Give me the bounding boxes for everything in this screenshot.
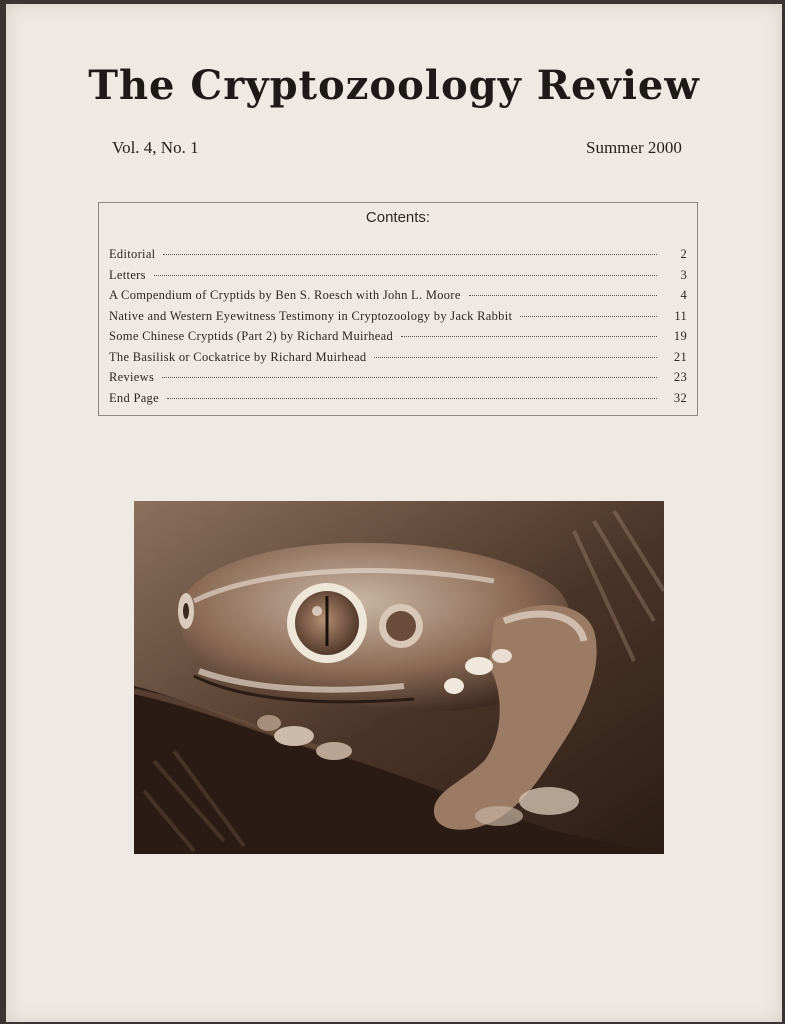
toc-entry-title: Some Chinese Cryptids (Part 2) by Richard Muirhead	[109, 329, 394, 343]
contents-list	[109, 247, 687, 411]
frog-drawing	[134, 501, 664, 854]
toc-entry	[109, 268, 687, 289]
toc-entry-title: End Page	[109, 390, 159, 405]
volume-number: Vol. 4, No. 1	[112, 138, 199, 157]
journal-title: The Cryptozoology Review	[88, 62, 700, 109]
toc-entry-page: 4	[680, 288, 687, 302]
contents-heading: Contents:	[365, 209, 431, 226]
toc-entry-page: 32	[673, 390, 687, 405]
toc-entry-page: 2	[680, 247, 687, 261]
toc-entry	[109, 370, 687, 391]
toc-entry	[109, 329, 687, 350]
leader-dots	[167, 398, 657, 399]
magazine-cover	[6, 4, 782, 1022]
toc-entry	[109, 288, 687, 309]
leader-dots	[162, 377, 657, 378]
leader-dots	[401, 336, 657, 337]
leader-dots	[154, 275, 657, 276]
toc-entry-title: Native and Western Eyewitness Testimony in Cryptozoology by Jack Rabbit	[109, 308, 513, 323]
frog-toes	[274, 726, 314, 746]
toc-entry-page: 23	[673, 370, 687, 384]
toc-entry-page: 11	[674, 308, 687, 323]
leader-dots	[163, 254, 657, 255]
toc-entry-title: Reviews	[109, 370, 155, 384]
toc-entry-title: Editorial	[109, 247, 156, 261]
toc-entry-title: Letters	[109, 267, 146, 282]
leader-dots	[469, 295, 657, 296]
toc-entry-page: 19	[673, 329, 687, 343]
issue-season: Summer 2000	[586, 138, 682, 157]
toc-entry	[109, 247, 687, 268]
toc-entry-title: A Compendium of Cryptids by Ben S. Roesch with John L. Moore	[109, 288, 461, 302]
leader-dots	[520, 316, 657, 317]
toc-entry	[109, 391, 687, 412]
toc-entry	[109, 309, 687, 330]
toc-entry-title: The Basilisk or Cockatrice by Richard Muirhead	[109, 349, 367, 364]
frog-illustration	[134, 501, 664, 854]
contents-box	[98, 202, 698, 416]
toc-entry-page: 21	[673, 349, 687, 364]
leader-dots	[374, 357, 657, 358]
toc-entry-page: 3	[680, 267, 687, 282]
toc-entry	[109, 350, 687, 371]
